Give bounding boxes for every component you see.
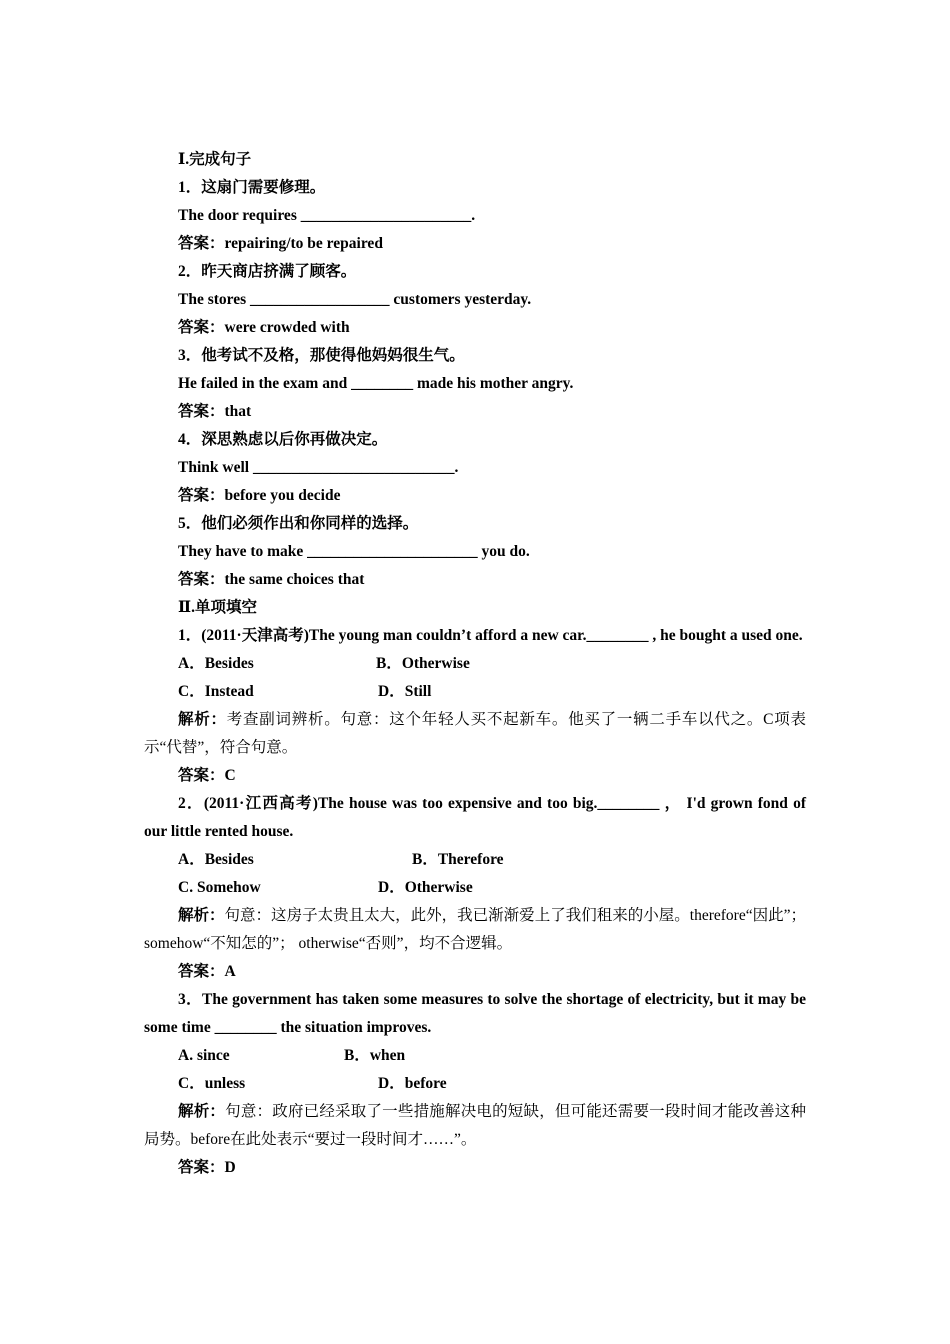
question-3-explanation [144, 1098, 806, 1154]
question-2-option-d[interactable]: D．Otherwise [378, 879, 473, 896]
item-2-english: The stores __________________ customers yesterday. [178, 291, 532, 308]
question-3-options-row-1 [144, 1042, 806, 1070]
section-2-title: Ⅱ.单项填空 [178, 599, 257, 616]
item-1-english: The door requires ______________________. [178, 207, 476, 224]
question-1-options-row-1 [144, 650, 806, 678]
question-2-explanation-label: 解析： [178, 907, 225, 924]
item-4-chinese: 4．深思熟虑以后你再做决定。 [178, 431, 388, 448]
question-2-explanation-text: 句意：这房子太贵且太大，此外，我已渐渐爱上了我们租来的小屋。therefore“因此”；somehow“不知怎的”； otherwise“否则”，均不合逻辑。 [144, 907, 806, 952]
question-3-answer: 答案：D [178, 1159, 236, 1176]
item-3-english: He failed in the exam and ________ made his mother angry. [178, 375, 574, 392]
question-2-option-c[interactable]: C. Somehow [178, 879, 261, 896]
question-1-answer: 答案：C [178, 767, 236, 784]
item-2-answer: 答案：were crowded with [178, 319, 350, 336]
question-3-option-b[interactable]: B．when [344, 1047, 406, 1064]
question-3-stem: 3．The government has taken some measures to solve the shortage of electricity, but it may be some time ________ the situation improves. [144, 991, 806, 1036]
item-3-answer: 答案：that [178, 403, 252, 420]
question-1-option-b[interactable]: B．Otherwise [376, 655, 470, 672]
item-2-chinese: 2．昨天商店挤满了顾客。 [178, 263, 357, 280]
question-2-answer: 答案：A [178, 963, 236, 980]
question-2-option-a[interactable]: A．Besides [178, 851, 254, 868]
question-3-explanation-text: 句意：政府已经采取了一些措施解决电的短缺，但可能还需要一段时间才能改善这种局势。before在此处表示“要过一段时间才……”。 [144, 1103, 806, 1148]
question-1-option-a[interactable]: A．Besides [178, 655, 254, 672]
question-2-explanation [144, 902, 806, 958]
question-2-option-b[interactable]: B．Therefore [412, 851, 504, 868]
item-5-chinese: 5．他们必须作出和你同样的选择。 [178, 515, 419, 532]
question-3-option-a[interactable]: A. since [178, 1047, 230, 1064]
question-1-stem: 1．(2011·天津高考)The young man couldn’t afford a new car.________ , he bought a used one. [178, 627, 803, 644]
question-3-option-c[interactable]: C．unless [178, 1075, 246, 1092]
question-1-options-row-2 [144, 678, 806, 706]
item-1-chinese: 1．这扇门需要修理。 [178, 179, 326, 196]
question-2-options-row-2 [144, 874, 806, 902]
question-1-explanation [144, 706, 806, 762]
item-4-answer: 答案：before you decide [178, 487, 341, 504]
question-2-options-row-1 [144, 846, 806, 874]
item-3-chinese: 3．他考试不及格，那使得他妈妈很生气。 [178, 347, 465, 364]
question-1-option-d[interactable]: D．Still [378, 683, 432, 700]
question-3-option-d[interactable]: D．before [378, 1075, 447, 1092]
question-2-stem: 2．(2011·江西高考)The house was too expensive and too big.________ ， I'd grown fond of our little rented house. [144, 795, 806, 840]
question-1-explanation-label: 解析： [178, 711, 227, 728]
item-4-english: Think well __________________________. [178, 459, 459, 476]
section-1-title: Ⅰ.完成句子 [178, 151, 252, 168]
question-1-explanation-text: 考查副词辨析。句意：这个年轻人买不起新车。他买了一辆二手车以代之。C项表示“代替”，符合句意。 [144, 711, 806, 756]
question-3-options-row-2 [144, 1070, 806, 1098]
document-content [144, 146, 806, 1182]
item-1-answer: 答案：repairing/to be repaired [178, 235, 383, 252]
question-3-explanation-label: 解析： [178, 1103, 226, 1120]
item-5-english: They have to make ______________________ you do. [178, 543, 530, 560]
item-5-answer: 答案：the same choices that [178, 571, 365, 588]
question-1-option-c[interactable]: C．Instead [178, 683, 254, 700]
